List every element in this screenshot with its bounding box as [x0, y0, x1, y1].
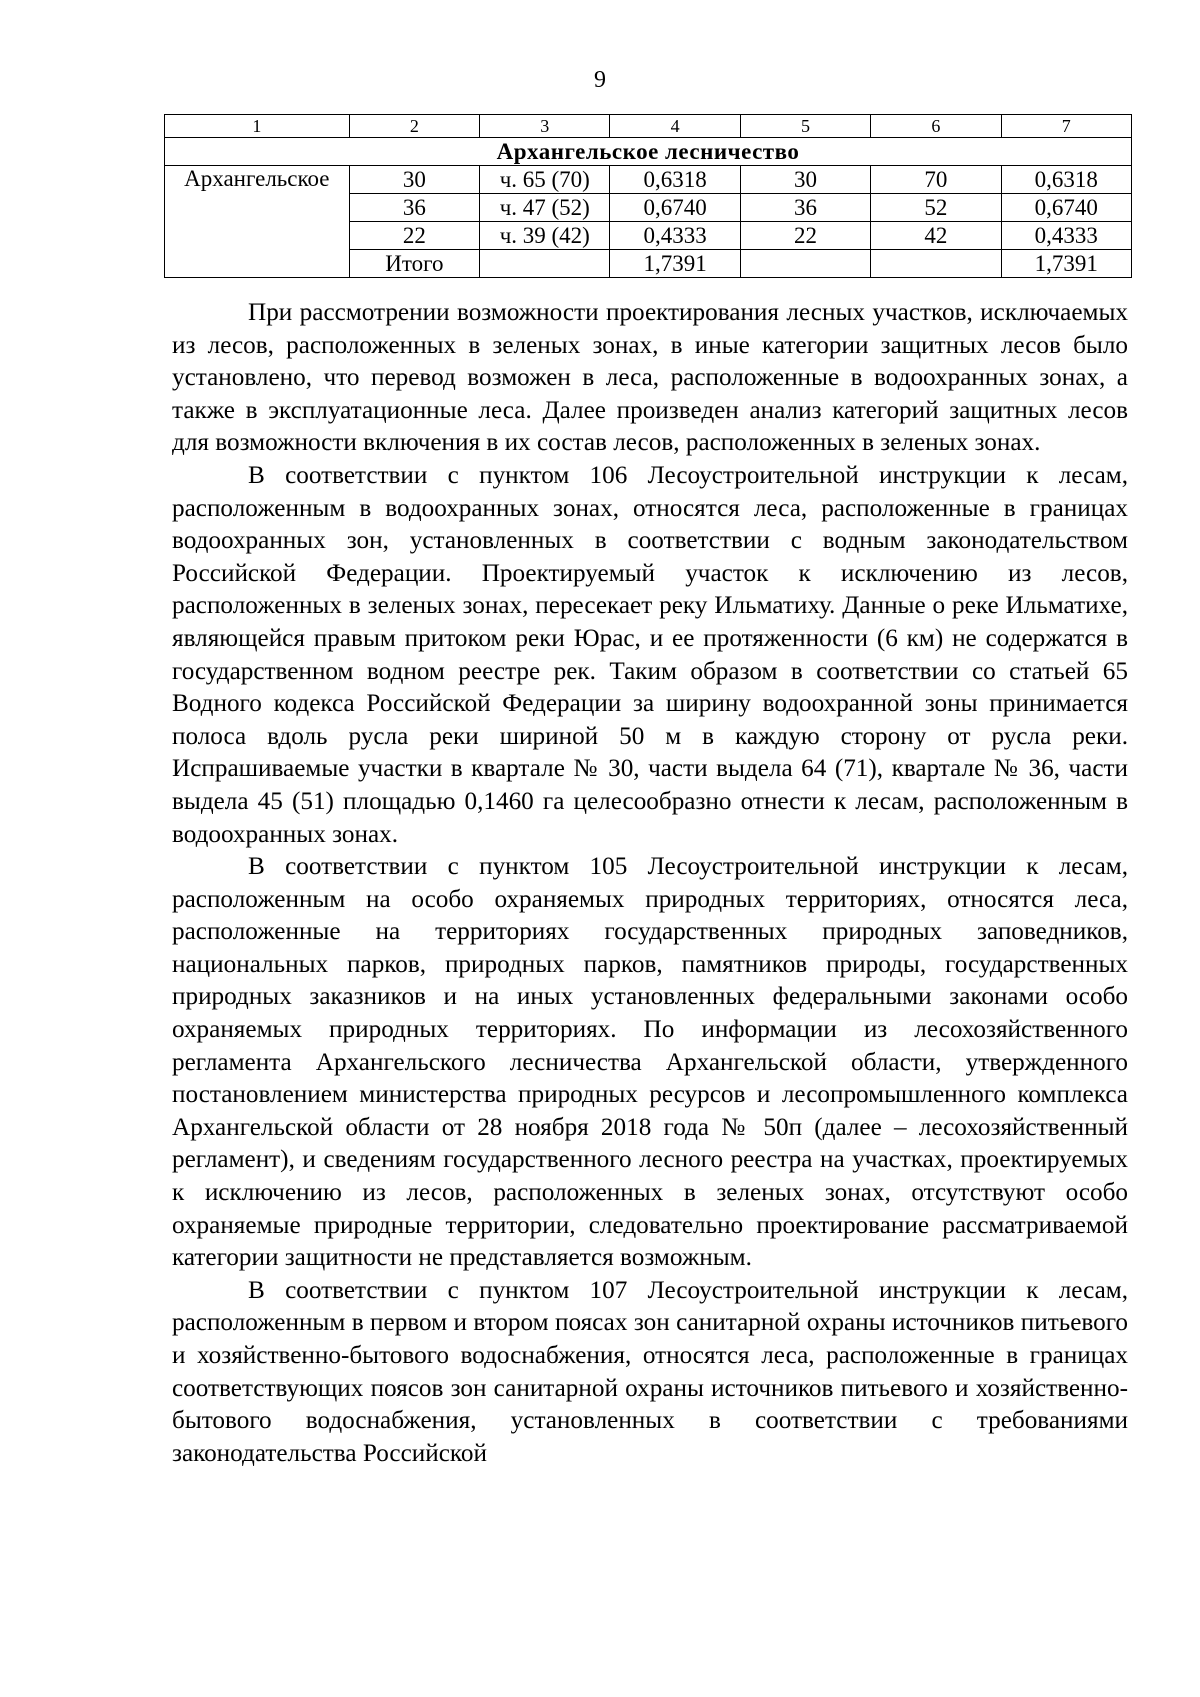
- body-text: [172, 297, 1128, 1470]
- paragraph: В соответствии с пунктом 106 Лесоустроительной инструкции к лесам, расположенным в водоохранных зонах, относятся леса, расположенные в границах водоохранных зон, установленных в соответствии с водным законодательством Российской Федерации. Проектируемый участок к исключению из лесов, расположенных в зеленых зонах, пересекает реку Ильматиху. Данные о реке Ильматихе, являющейся правым притоком реки Юрас, и ее протяженности (6 км) не содержатся в государственном водном реестре рек. Таким образом в соответствии со статьей 65 Водного кодекса Российской Федерации за ширину водоохранной зоны принимается полоса вдоль русла реки шириной 50 м в каждую сторону от русла реки. Испрашиваемые участки в квартале № 30, части выдела 64 (71), квартале № 36, части выдела 45 (51) площадью 0,1460 га целесообразно отнести к лесам, расположенным в водоохранных зонах.: [172, 461, 1128, 848]
- total-label: Итого: [349, 250, 479, 278]
- table-cell: 70: [871, 166, 1001, 194]
- paragraph: При рассмотрении возможности проектирования лесных участков, исключаемых из лесов, расположенных в зеленых зонах, в иные категории защитных лесов было установлено, что перевод возможен в леса, расположенные в водоохранных зонах, а также в эксплуатационные леса. Далее произведен анализ категорий защитных лесов для возможности включения в их состав лесов, расположенных в зеленых зонах.: [172, 299, 1128, 457]
- page-number: 9: [594, 67, 606, 93]
- table-cell: 0,6740: [1001, 194, 1131, 222]
- column-number: 5: [740, 115, 870, 138]
- column-number: 4: [610, 115, 740, 138]
- column-number: 6: [871, 115, 1001, 138]
- column-number: 3: [480, 115, 610, 138]
- table-cell: 0,6318: [1001, 166, 1131, 194]
- forest-table: [164, 114, 1132, 278]
- paragraph: В соответствии с пунктом 107 Лесоустроительной инструкции к лесам, расположенным в первом и втором поясах зон санитарной охраны источников питьевого и хозяйственно-бытового водоснабжения, относятся леса, расположенные в границах соответствующих поясов зон санитарной охраны источников питьевого и хозяйственно-бытового водоснабжения, установленных в соответствии с требованиями законодательства Российской: [172, 1276, 1128, 1467]
- column-number-row: [165, 115, 1132, 138]
- table-cell: [740, 250, 870, 278]
- table-cell: [871, 250, 1001, 278]
- table-cell: 0,4333: [1001, 222, 1131, 250]
- table-cell: 22: [740, 222, 870, 250]
- table-cell: 0,4333: [610, 222, 740, 250]
- forestry-name: Архангельское: [165, 166, 350, 278]
- table-cell: 30: [349, 166, 479, 194]
- table-cell: ч. 47 (52): [480, 194, 610, 222]
- total-value: 1,7391: [1001, 250, 1131, 278]
- table-cell: ч. 39 (42): [480, 222, 610, 250]
- table-cell: 36: [740, 194, 870, 222]
- total-value: 1,7391: [610, 250, 740, 278]
- table-cell: 22: [349, 222, 479, 250]
- section-title: Архангельское лесничество: [165, 138, 1132, 166]
- table-cell: 36: [349, 194, 479, 222]
- table-cell: ч. 65 (70): [480, 166, 610, 194]
- section-header-row: [165, 138, 1132, 166]
- paragraph: В соответствии с пунктом 105 Лесоустроительной инструкции к лесам, расположенным на особо охраняемых природных территориях, относятся леса, расположенные на территориях государственных природных заповедников, национальных парков, природных парков, памятников природы, государственных природных заказников и на иных установленных федеральными законами особо охраняемых природных территориях. По информации из лесохозяйственного регламента Архангельского лесничества Архангельской области, утвержденного постановлением министерства природных ресурсов и лесопромышленного комплекса Архангельской области от 28 ноября 2018 года № 50п (далее – лесохозяйственный регламент), и сведениям государственного лесного реестра на участках, проектируемых к исключению из лесов, расположенных в зеленых зонах, отсутствуют особо охраняемые природные территории, следовательно проектирование рассматриваемой категории защитности не представляется возможным.: [172, 853, 1128, 1272]
- table-cell: 0,6740: [610, 194, 740, 222]
- table-cell: 52: [871, 194, 1001, 222]
- table-cell: 30: [740, 166, 870, 194]
- column-number: 2: [349, 115, 479, 138]
- table-cell: 42: [871, 222, 1001, 250]
- column-number: 1: [165, 115, 350, 138]
- table-cell: 0,6318: [610, 166, 740, 194]
- column-number: 7: [1001, 115, 1131, 138]
- table-row: [165, 166, 1132, 194]
- table-cell: [480, 250, 610, 278]
